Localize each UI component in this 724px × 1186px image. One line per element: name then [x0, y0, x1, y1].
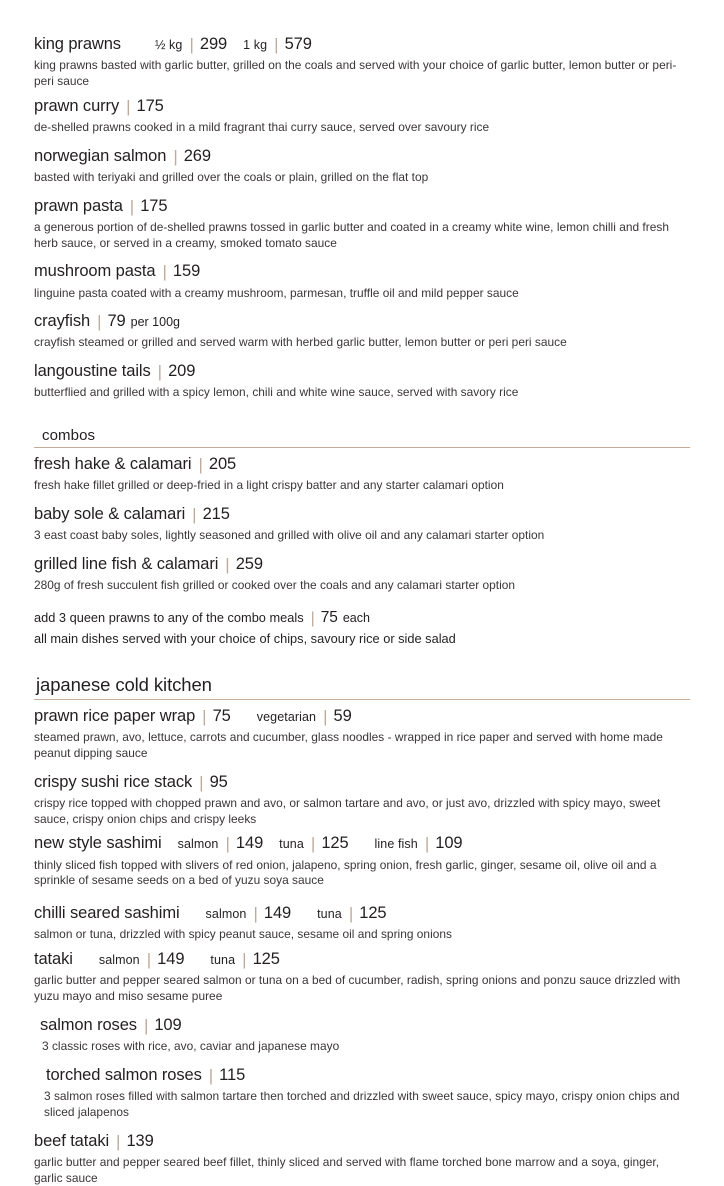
price-group [206, 902, 292, 924]
menu-item-langoustine-tails [34, 360, 690, 382]
menu-item-baby-sole-calamari [34, 503, 690, 525]
item-description: crayfish steamed or grilled and served warm with herbed garlic butter, lemon butter or peri peri sauce [34, 335, 567, 350]
item-name: crispy sushi rice stack [34, 772, 193, 791]
price-value: 209 [168, 362, 196, 381]
item-name: new style sashimi [34, 834, 162, 853]
item-name: langoustine tails [34, 362, 151, 381]
price-separator-icon: | [116, 1131, 121, 1151]
price-label: 1 kg [243, 38, 268, 52]
menu-section-combos [34, 427, 690, 648]
price-separator-icon: | [97, 312, 102, 332]
price-value: 175 [136, 96, 164, 115]
price-value: 139 [126, 1131, 154, 1150]
price-separator-icon: | [202, 706, 207, 726]
price-separator-icon: | [157, 362, 163, 382]
menu-item-tataki [34, 948, 690, 970]
price-value: 109 [435, 834, 463, 853]
menu-item-fresh-hake-calamari [34, 453, 690, 475]
price-group [279, 832, 348, 854]
item-description: thinly sliced fish topped with slivers of red onion, jalapeno, spring onion, fresh garlic, ginger, sesame oil, olive oil and a sprinkle of sesame seeds on a bed of yuzu soya sauce [34, 857, 657, 888]
price-label: tuna [279, 837, 304, 852]
price-group [375, 832, 463, 854]
price-value: 95 [209, 772, 228, 791]
price-group [155, 33, 227, 55]
price-separator-icon: | [348, 904, 354, 924]
menu-item-crayfish [34, 310, 690, 332]
price-separator-icon: | [199, 772, 204, 792]
price-value: 75 [212, 706, 231, 725]
item-description: garlic butter and pepper seared beef fillet, thinly sliced and served with flame torched bone marrow and a soya, ginger, garlic sauce [34, 1154, 660, 1185]
menu-item-new-style-sashimi [34, 832, 690, 854]
item-name: prawn rice paper wrap [34, 706, 196, 725]
price-separator-icon: | [242, 950, 247, 970]
item-name: fresh hake & calamari [34, 455, 192, 474]
menu-item-norwegian-salmon [34, 145, 690, 167]
menu-item-grilled-line-fish-calamari [34, 553, 690, 575]
price-value: 159 [172, 262, 201, 281]
price-value: 175 [140, 196, 168, 215]
price-value: 215 [202, 505, 230, 524]
price-separator-icon: | [126, 96, 131, 116]
menu-section-mains [34, 33, 690, 401]
item-description: de-shelled prawns cooked in a mild fragrant thai curry sauce, served over savoury rice [34, 119, 490, 134]
price-group [317, 902, 386, 924]
menu-item-beef-tataki [34, 1130, 690, 1152]
price-value: 205 [208, 455, 237, 474]
item-name: beef tataki [34, 1131, 110, 1150]
price-value: 125 [359, 904, 387, 923]
price-value: 579 [284, 35, 312, 53]
price-group [243, 33, 312, 55]
price-separator-icon: | [208, 1065, 214, 1085]
combo-addon-suffix: each [342, 611, 370, 626]
price-label: tuna [210, 953, 236, 968]
menu-item-prawn-curry [34, 95, 690, 117]
combo-addon-text: add 3 queen prawns to any of the combo meals [34, 610, 304, 626]
price-value: 269 [183, 146, 211, 165]
price-value: 125 [321, 834, 349, 853]
item-description: salmon or tuna, drizzled with spicy peanut sauce, sesame oil and spring onions [34, 927, 452, 942]
price-group [210, 948, 279, 970]
combo-footer-note: all main dishes served with your choice of chips, savoury rice or side salad [34, 630, 456, 646]
price-value: 59 [333, 706, 352, 725]
item-description: garlic butter and pepper seared salmon or tuna on a bed of cucumber, radish, spring onions and ponzu sauce drizzled with yuzu mayo and miso sesame puree [34, 973, 681, 1004]
price-separator-icon: | [189, 35, 194, 54]
price-separator-icon: | [129, 196, 135, 216]
menu-item-prawn-rice-paper-wrap [34, 705, 690, 727]
price-separator-icon: | [198, 455, 203, 475]
menu-item-torched-salmon-roses [34, 1064, 690, 1086]
price-separator-icon: | [323, 706, 328, 726]
price-label: salmon [205, 907, 247, 922]
price-separator-icon: | [424, 834, 430, 854]
item-description: linguine pasta coated with a creamy mushroom, parmesan, truffle oil and mild pepper sauce [34, 285, 519, 300]
price-label: tuna [317, 907, 342, 922]
section-title-japanese-cold-kitchen: japanese cold kitchen [36, 673, 212, 695]
item-description: 3 salmon roses filled with salmon tartare then torched and drizzled with sweet sauce, spicy mayo, crispy onion chips and sliced jalapenos [44, 1088, 680, 1119]
price-label: line fish [374, 837, 418, 852]
section-divider [34, 447, 690, 448]
item-name: tataki [34, 950, 73, 969]
item-name: salmon roses [40, 1015, 137, 1034]
item-description: a generous portion of de-shelled prawns tossed in garlic butter and coated in a creamy white wine, lemon chilli and fresh herb sauce, or served in a creamy, smoked tomato sauce [34, 219, 669, 250]
price-separator-icon: | [146, 950, 152, 970]
price-group [99, 948, 185, 970]
menu-item-salmon-roses [34, 1014, 690, 1036]
item-name: grilled line fish & calamari [34, 555, 219, 574]
price-separator-icon: | [310, 834, 316, 854]
price-group [178, 832, 264, 854]
price-value: 149 [235, 834, 264, 853]
price-label: vegetarian [256, 709, 317, 724]
price-separator-icon: | [225, 834, 230, 854]
item-name: norwegian salmon [34, 146, 167, 165]
item-name: prawn pasta [34, 196, 123, 215]
menu-item-crispy-sushi-rice-stack [34, 771, 690, 793]
price-separator-icon: | [253, 904, 258, 924]
price-separator-icon: | [143, 1015, 149, 1035]
item-description: 3 east coast baby soles, lightly seasoned and grilled with olive oil and any calamari starter option [34, 528, 545, 543]
price-label: ½ kg [154, 38, 183, 52]
item-name: crayfish [34, 312, 91, 331]
price-value: 259 [235, 555, 263, 574]
menu-section-japanese-cold-kitchen [34, 674, 690, 1186]
section-title-combos: combos [42, 427, 96, 445]
price-value: 109 [154, 1015, 182, 1034]
price-value: 299 [199, 35, 228, 53]
item-description: 3 classic roses with rice, avo, caviar and japanese mayo [42, 1039, 340, 1054]
price-value: 79 [107, 312, 126, 331]
price-separator-icon: | [274, 35, 279, 54]
menu-item-mushroom-pasta [34, 260, 690, 282]
item-description: basted with teriyaki and grilled over the coals or plain, grilled on the flat top [34, 169, 429, 184]
item-description: steamed prawn, avo, lettuce, carrots and cucumber, glass noodles - wrapped in rice paper and served with home made peanut dipping sauce [34, 730, 663, 760]
price-value: 115 [219, 1065, 246, 1084]
price-separator-icon: | [162, 262, 167, 282]
price-label: salmon [177, 837, 219, 852]
price-value: 149 [157, 950, 185, 969]
price-group [257, 705, 352, 727]
price-suffix: per 100g [130, 315, 180, 330]
menu-item-king-prawns [34, 33, 690, 55]
price-separator-icon: | [225, 555, 230, 575]
section-divider [34, 699, 690, 700]
price-value: 125 [252, 950, 280, 969]
item-description: butterflied and grilled with a spicy lemon, chili and white wine sauce, served with savory rice [34, 385, 519, 400]
item-name: torched salmon roses [46, 1065, 202, 1084]
price-separator-icon: | [310, 610, 315, 628]
menu-item-chilli-seared-sashimi [34, 902, 690, 924]
item-name: baby sole & calamari [34, 505, 186, 524]
item-name: prawn curry [34, 96, 120, 115]
item-name: mushroom pasta [34, 262, 156, 281]
item-name: king prawns [34, 35, 121, 53]
combo-addon-note [34, 607, 690, 630]
menu-item-prawn-pasta [34, 195, 690, 217]
item-description: crispy rice topped with chopped prawn and avo, or salmon tartare and avo, or just avo, drizzled with spicy mayo, sweet sauce, crispy onion chips and crispy leeks [34, 795, 661, 826]
price-value: 149 [263, 904, 292, 923]
combo-addon-price: 75 [320, 609, 338, 627]
item-description: 280g of fresh succulent fish grilled or cooked over the coals and any calamari starter option [34, 578, 516, 593]
item-description: king prawns basted with garlic butter, grilled on the coals and served with your choice of garlic butter, lemon butter or peri-peri sauce [34, 58, 677, 88]
price-separator-icon: | [192, 505, 197, 525]
item-description: fresh hake fillet grilled or deep-fried in a light crispy batter and any starter calamari option [34, 478, 504, 493]
item-name: chilli seared sashimi [34, 904, 180, 923]
price-label: salmon [98, 953, 140, 968]
price-separator-icon: | [173, 146, 178, 166]
